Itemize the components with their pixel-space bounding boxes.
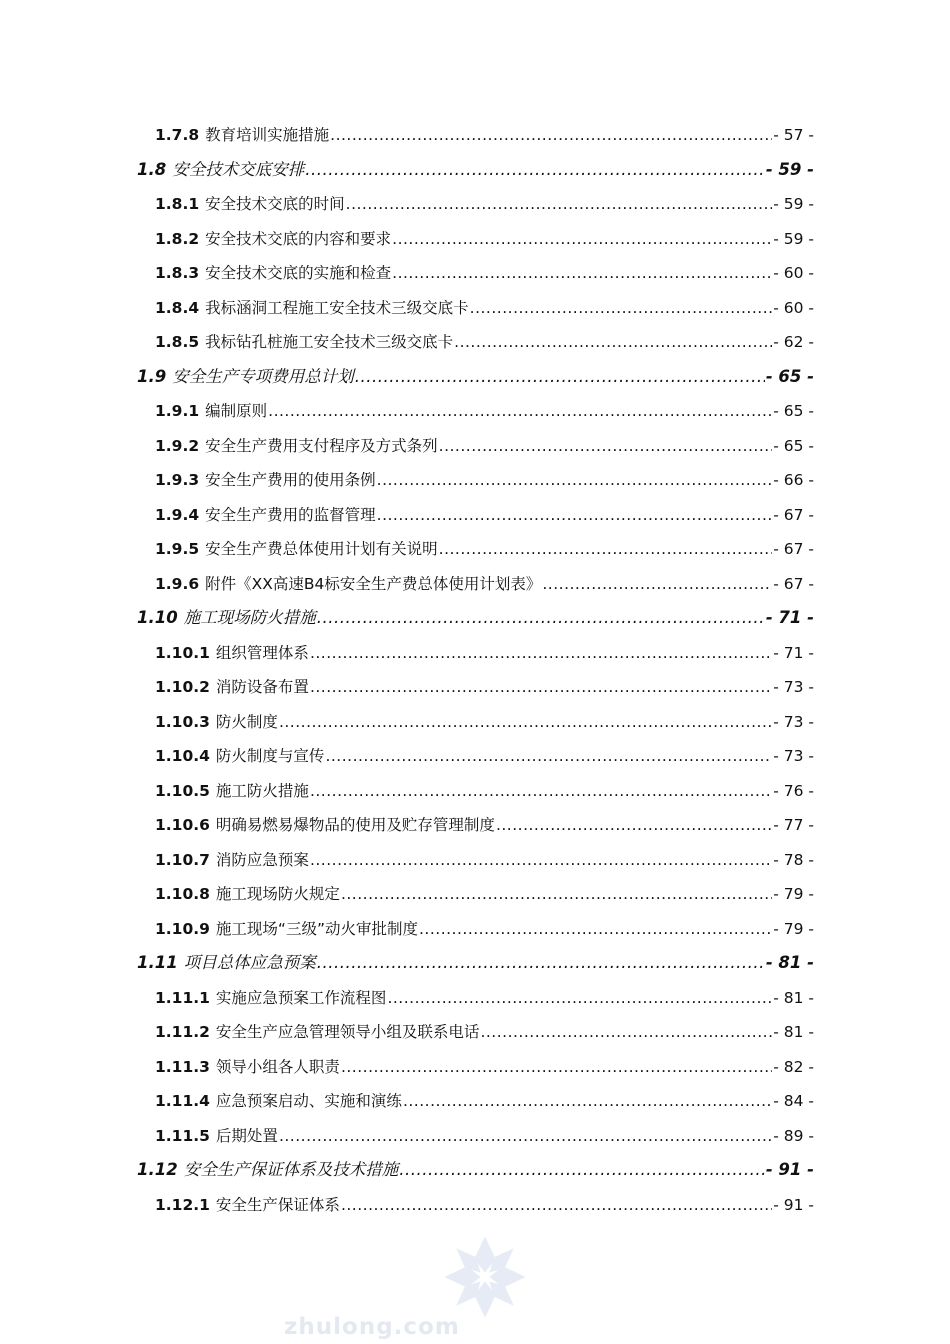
toc-subsection-entry[interactable] [155,291,814,326]
toc-entry-number: 1.10.9 [155,919,210,938]
toc-entry-number: 1.11.2 [155,1023,210,1041]
toc-entry-page-number: - 81 - [765,953,814,972]
toc-entry-number: 1.8 [137,159,167,179]
toc-entry-page-number: - 60 - [773,298,814,317]
toc-dot-leader [346,187,773,222]
toc-subsection-entry[interactable] [155,912,814,947]
toc-entry-number: 1.8.3 [155,264,200,282]
toc-entry-number: 1.9.3 [155,471,200,489]
toc-entry-title: 安全技术交底安排 [172,159,305,179]
toc-subsection-entry[interactable] [155,877,814,912]
snowflake-logo-icon [440,1232,530,1322]
toc-entry-title: 消防设备布置 [215,678,309,696]
toc-entry-title: 安全生产费用的监督管理 [205,505,376,524]
toc-subsection-entry[interactable] [155,636,814,671]
toc-entry-title: 教育培训实施措施 [205,126,330,144]
toc-subsection-entry[interactable] [155,1015,814,1050]
toc-entry-number: 1.10.2 [155,678,210,696]
toc-subsection-entry[interactable] [155,843,814,878]
toc-entry-number: 1.11 [137,953,178,972]
toc-entry-title: 附件《XX高速B4标安全生产费总体使用计划表》 [205,574,542,593]
toc-subsection-entry[interactable] [155,394,814,429]
toc-entry-number: 1.11.4 [155,1092,210,1110]
toc-dot-leader [439,532,773,567]
toc-entry-page-number: - 67 - [773,574,814,593]
toc-entry-page-number: - 81 - [773,1023,814,1041]
toc-subsection-entry[interactable] [155,774,814,809]
toc-dot-leader [305,153,765,188]
toc-entry-page-number: - 76 - [773,781,814,800]
toc-dot-leader [279,1119,772,1154]
toc-entry-page-number: - 73 - [773,747,814,765]
toc-subsection-entry[interactable] [155,118,814,153]
toc-entry-page-number: - 73 - [773,678,814,696]
toc-dot-leader [317,601,765,636]
table-of-contents [0,118,950,1222]
toc-entry-title: 实施应急预案工作流程图 [215,988,387,1007]
toc-subsection-entry[interactable] [155,981,814,1016]
toc-dot-leader [392,256,772,291]
toc-dot-leader [496,808,772,843]
toc-dot-leader [419,912,772,947]
toc-section-entry[interactable] [137,153,814,188]
toc-entry-title: 我标钻孔桩施工安全技术三级交底卡 [205,333,454,351]
toc-entry-number: 1.9.1 [155,402,200,420]
toc-subsection-entry[interactable] [155,808,814,843]
toc-entry-page-number: - 59 - [773,195,814,213]
toc-dot-leader [268,394,772,429]
toc-entry-title: 安全生产费总体使用计划有关说明 [205,540,438,558]
toc-dot-leader [439,429,773,464]
toc-subsection-entry[interactable] [155,429,814,464]
toc-entry-title: 我标涵洞工程施工安全技术三级交底卡 [205,298,469,317]
toc-dot-leader [377,463,773,498]
toc-entry-number: 1.10.5 [155,781,210,800]
toc-subsection-entry[interactable] [155,187,814,222]
toc-dot-leader [330,118,772,153]
toc-subsection-entry[interactable] [155,256,814,291]
toc-entry-page-number: - 91 - [773,1195,814,1214]
toc-entry-page-number: - 71 - [765,608,814,627]
toc-entry-page-number: - 60 - [773,264,814,282]
toc-entry-title: 后期处置 [215,1126,278,1145]
toc-entry-page-number: - 91 - [765,1160,814,1179]
toc-entry-title: 安全生产专项费用总计划 [172,366,354,386]
toc-subsection-entry[interactable] [155,705,814,740]
toc-entry-title: 安全生产保证体系及技术措施 [183,1160,399,1179]
toc-entry-page-number: - 71 - [773,643,814,662]
toc-dot-leader [387,981,772,1016]
toc-entry-page-number: - 78 - [773,850,814,869]
toc-dot-leader [310,636,772,671]
toc-entry-number: 1.8.4 [155,298,200,317]
toc-entry-title: 安全生产费用的使用条例 [205,471,376,489]
toc-entry-number: 1.10.3 [155,712,210,731]
toc-dot-leader [310,843,772,878]
toc-entry-number: 1.10 [137,608,178,627]
toc-entry-number: 1.12.1 [155,1195,210,1214]
toc-entry-page-number: - 66 - [773,471,814,489]
toc-entry-number: 1.12 [137,1160,178,1179]
toc-dot-leader [403,1084,772,1119]
toc-entry-title: 安全技术交底的内容和要求 [205,229,392,248]
toc-entry-number: 1.8.5 [155,333,200,351]
toc-entry-number: 1.10.8 [155,885,210,903]
toc-subsection-entry[interactable] [155,222,814,257]
toc-entry-page-number: - 84 - [773,1092,814,1110]
toc-entry-title: 明确易燃易爆物品的使用及贮存管理制度 [215,816,495,834]
toc-dot-leader [377,498,773,533]
toc-entry-page-number: - 59 - [765,159,814,179]
toc-entry-page-number: - 59 - [773,229,814,248]
toc-entry-page-number: - 65 - [773,402,814,420]
watermark-text: zhulong.com [284,1314,460,1340]
toc-dot-leader [341,1188,772,1223]
toc-dot-leader [470,291,773,326]
toc-dot-leader [279,705,772,740]
toc-entry-number: 1.8.2 [155,229,200,248]
toc-entry-title: 消防应急预案 [215,850,309,869]
toc-entry-title: 防火制度 [215,712,278,731]
toc-entry-number: 1.7.8 [155,126,200,144]
toc-entry-number: 1.11.3 [155,1057,210,1076]
toc-entry-title: 施工现场防火规定 [215,885,340,903]
toc-entry-page-number: - 67 - [773,540,814,558]
toc-entry-number: 1.9.2 [155,436,200,455]
toc-entry-title: 组织管理体系 [215,643,309,662]
toc-dot-leader [542,567,772,602]
toc-entry-page-number: - 57 - [773,126,814,144]
toc-dot-leader [310,774,772,809]
toc-entry-number: 1.9.4 [155,505,200,524]
toc-entry-title: 编制原则 [205,402,268,420]
toc-entry-title: 领导小组各人职责 [215,1057,340,1076]
toc-entry-title: 防火制度与宣传 [215,747,325,765]
toc-subsection-entry[interactable] [155,1188,814,1223]
toc-entry-page-number: - 77 - [773,816,814,834]
toc-entry-title: 施工现场防火措施 [183,608,316,627]
toc-section-entry[interactable] [137,360,814,395]
toc-subsection-entry[interactable] [155,463,814,498]
toc-dot-leader [341,877,772,912]
toc-subsection-entry[interactable] [155,567,814,602]
toc-entry-page-number: - 65 - [773,436,814,455]
toc-entry-title: 安全技术交底的实施和检查 [205,264,392,282]
toc-subsection-entry[interactable] [155,1084,814,1119]
toc-subsection-entry[interactable] [155,739,814,774]
toc-entry-number: 1.10.6 [155,816,210,834]
toc-entry-number: 1.9 [137,366,167,386]
toc-dot-leader [480,1015,772,1050]
toc-entry-title: 施工防火措施 [215,781,309,800]
toc-entry-number: 1.8.1 [155,195,200,213]
toc-subsection-entry[interactable] [155,1119,814,1154]
toc-entry-number: 1.11.5 [155,1126,210,1145]
watermark [280,1228,580,1344]
toc-entry-title: 安全生产应急管理领导小组及联系电话 [215,1023,480,1041]
toc-subsection-entry[interactable] [155,532,814,567]
toc-dot-leader [454,325,772,360]
toc-entry-number: 1.9.5 [155,540,200,558]
toc-entry-number: 1.11.1 [155,988,210,1007]
toc-dot-leader [341,1050,772,1085]
toc-dot-leader [355,360,765,395]
toc-entry-page-number: - 89 - [773,1126,814,1145]
toc-subsection-entry[interactable] [155,1050,814,1085]
toc-entry-title: 施工现场“三级”动火审批制度 [215,919,418,938]
toc-entry-page-number: - 79 - [773,885,814,903]
toc-entry-page-number: - 62 - [773,333,814,351]
toc-entry-title: 项目总体应急预案 [183,953,316,972]
toc-entry-title: 安全生产保证体系 [215,1195,340,1214]
toc-entry-page-number: - 67 - [773,505,814,524]
toc-section-entry[interactable] [137,1153,814,1188]
toc-entry-number: 1.9.6 [155,574,200,593]
toc-section-entry[interactable] [137,601,814,636]
toc-entry-page-number: - 65 - [765,366,814,386]
toc-dot-leader [399,1153,765,1188]
toc-section-entry[interactable] [137,946,814,981]
toc-subsection-entry[interactable] [155,670,814,705]
toc-entry-title: 安全生产费用支付程序及方式条列 [205,436,438,455]
toc-entry-title: 安全技术交底的时间 [205,195,345,213]
toc-entry-title: 应急预案启动、实施和演练 [215,1092,402,1110]
toc-entry-number: 1.10.1 [155,643,210,662]
toc-entry-page-number: - 82 - [773,1057,814,1076]
toc-dot-leader [310,670,772,705]
toc-entry-number: 1.10.4 [155,747,210,765]
toc-entry-page-number: - 79 - [773,919,814,938]
toc-subsection-entry[interactable] [155,498,814,533]
toc-entry-page-number: - 73 - [773,712,814,731]
toc-entry-page-number: - 81 - [773,988,814,1007]
toc-subsection-entry[interactable] [155,325,814,360]
toc-dot-leader [392,222,772,257]
toc-dot-leader [317,946,765,981]
toc-dot-leader [325,739,772,774]
toc-entry-number: 1.10.7 [155,850,210,869]
